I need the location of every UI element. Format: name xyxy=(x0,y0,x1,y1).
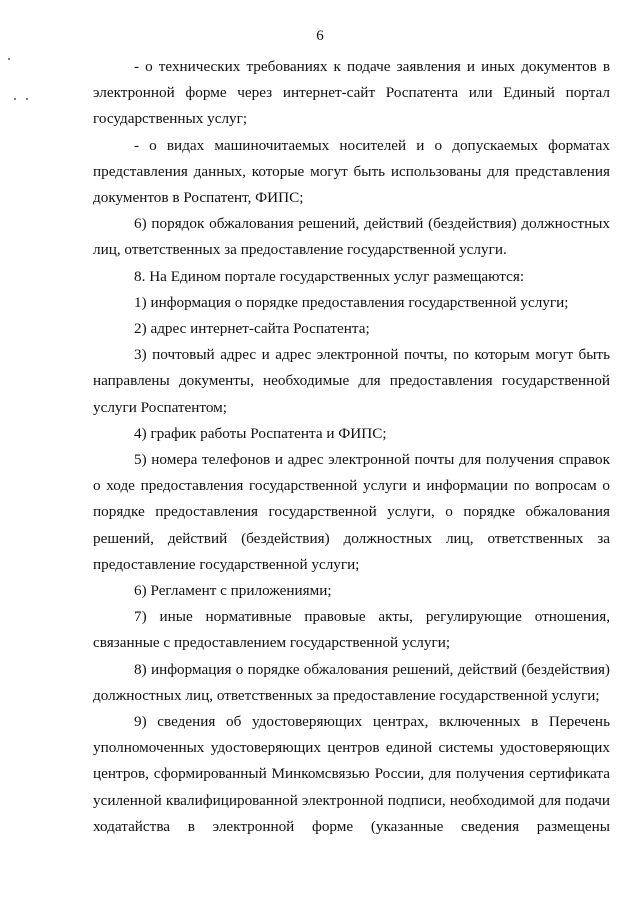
paragraph: 8) информация о порядке обжалования решений, действий (бездействия) должностных лиц, ответственных за предоставление государственной услуги; xyxy=(93,660,610,704)
paragraph: - о технических требованиях к подаче заявления и иных документов в электронной форме через интернет-сайт Роспатента или Единый портал государственных услуг; xyxy=(93,58,610,128)
paragraph: 5) номера телефонов и адрес электронной почты для получения справок о ходе предоставления государственной услуги и информации по вопросам о порядке предоставления государственной услуги, о порядке обжалования решений, действий (бездействия) должностных лиц, ответственных за предоставление государственной услуги; xyxy=(93,451,610,573)
paragraph: - о видах машиночитаемых носителей и о допускаемых форматах представления данных, которые могут быть использованы для представления документов в Роспатент, ФИПС; xyxy=(93,136,610,207)
page-number: 6 xyxy=(316,28,324,44)
paragraph: 6) Регламент с приложениями; xyxy=(134,582,332,600)
paragraph: 2) адрес интернет-сайта Роспатента; xyxy=(134,320,370,338)
document-body xyxy=(93,54,610,840)
paragraph: 4) график работы Роспатента и ФИПС; xyxy=(134,424,387,442)
paragraph: 3) почтовый адрес и адрес электронной почты, по которым могут быть направлены документы, необходимые для предоставления государственной услуги Роспатентом; xyxy=(93,346,610,416)
scan-artifact xyxy=(26,98,28,100)
paragraph: 8. На Едином портале государственных услуг размещаются: xyxy=(134,267,525,285)
paragraph: 9) сведения об удостоверяющих центрах, включенных в Перечень уполномоченных удостоверяющих центров единой системы удостоверяющих центров, сформированный Минкомсвязью России, для получения сертификата усиленной квалифицированной электронной подписи, необходимой для подачи ходатайства в электронной форме (указанные сведения размещены xyxy=(93,713,610,835)
paragraph: 6) порядок обжалования решений, действий (бездействия) должностных лиц, ответственных за предоставление государственной услуги. xyxy=(93,215,610,259)
paragraph: 7) иные нормативные правовые акты, регулирующие отношения, связанные с предоставлением государственной услуги; xyxy=(93,608,610,652)
paragraph: 1) информация о порядке предоставления государственной услуги; xyxy=(134,293,569,311)
scan-artifact xyxy=(14,98,16,100)
scan-artifact xyxy=(8,58,10,60)
